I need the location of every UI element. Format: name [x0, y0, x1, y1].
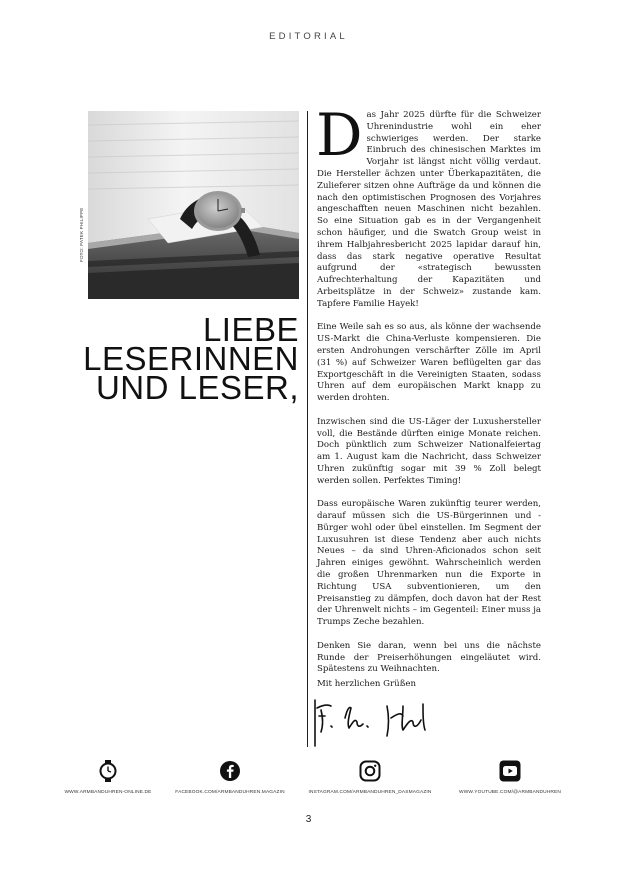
watch-photo	[88, 111, 299, 299]
footer-link-label: INSTAGRAM.COM/ARMBANDUHREN_DASMAGAZIN	[308, 790, 432, 795]
instagram-icon	[359, 760, 381, 782]
article-paragraph: Inzwischen sind die US-Läger der Luxushersteller voll, die Bestände dürften einige Monate reichen. Doch pünktlich zum Schweizer Nationalfeiertag am 1. August kam die Nachricht, dass Schweizer Uhren zukünftig sogar mit 39 % Zoll belegt werden sollen. Perfektes Timing!	[317, 416, 541, 486]
footer-link-label: FACEBOOK.COM/ARMBANDUHREN.MAGAZIN	[175, 790, 285, 795]
article-paragraph: Eine Weile sah es so aus, als könne der wachsende US-Markt die China-Verluste kompensieren. Die ersten Androhungen verschärfter Zölle im April (31 %) auf Schweizer Waren beflügelten gar das Exportgeschäft in die Vereinigten Staaten, sodass Uhren auf dem europäischen Markt knapp zu werden drohten.	[317, 322, 541, 404]
facebook-icon	[219, 760, 241, 782]
signature	[311, 696, 441, 748]
page-number: 3	[305, 814, 312, 825]
photo-credit: FOTO: PATEK PHILIPPE	[79, 207, 84, 262]
footer-link-label: WWW.YOUTUBE.COM/@ARMBANDUHREN	[459, 790, 561, 795]
youtube-icon	[499, 760, 521, 782]
article-paragraph	[316, 101, 541, 311]
closing-greeting: Mit herzlichen Grüßen	[317, 679, 417, 689]
headline-line: LIEBE	[202, 311, 299, 348]
article-paragraph: Denken Sie daran, wenn bei uns die nächste Runde der Preiserhöhungen eingeläutet wird. Spätestens zu Weihnachten.	[317, 640, 541, 675]
footer-link-youtube[interactable]	[435, 760, 585, 795]
footer-link-label: WWW.ARMBANDUHREN-ONLINE.DE	[64, 790, 152, 795]
footer-link-facebook[interactable]	[155, 760, 305, 795]
watch-icon	[97, 760, 119, 782]
watch-photo-image	[88, 111, 299, 299]
headline-line: LESERINNEN	[83, 340, 299, 377]
headline-line: UND LESER,	[95, 369, 299, 406]
section-label: EDITORIAL	[269, 31, 348, 42]
dropcap: D	[316, 101, 363, 169]
headline	[83, 311, 299, 406]
footer-link-instagram[interactable]	[295, 760, 445, 795]
article-paragraph: Dass europäische Waren zukünftig teurer werden, darauf müssen sich die US-Bürgerinnen und -Bürger wohl oder übel einstellen. Im Segment der Luxusuhren ist diese Tendenz aber auch nichts Neues – da sind Uhren-Aficionados schon seit Jahren einiges gewöhnt. Wahrscheinlich werden die großen Uhrenmarken nun die Exporte in Richtung USA subventionieren, um den Preisanstieg zu dämpfen, doch davon hat der Rest der Uhrenwelt nichts – im Gegenteil: Einer muss ja Trumps Zeche bezahlen.	[317, 499, 541, 628]
column-divider	[307, 111, 308, 747]
article-body	[316, 101, 541, 688]
paragraph-text: as Jahr 2025 dürfte für die Schweizer Uhrenindustrie wohl ein eher schwieriges werden. Der starke Einbruch des chinesischen Marktes im Vorjahr ist längst nicht völlig verdaut. Die Hersteller ächzen unter Überkapazitäten, die Zulieferer sitzen ohne Aufträge da und können die nach den optimistischen Prognosen des Vorjahres angeschafften neuen Maschinen nicht bezahlen. So eine Situation gab es in der Vergangenheit schon häufiger, und die Swatch Group weist in ihrem Halbjahresbericht 2025 lapidar darauf hin, dass das stark negative operative Resultat aufgrund der «strategisch bewussten Aufrechterhaltung der Kapazitäten und Arbeitsplätze in der Schweiz» zustande kam. Tapfere Familie Hayek!	[317, 110, 541, 309]
